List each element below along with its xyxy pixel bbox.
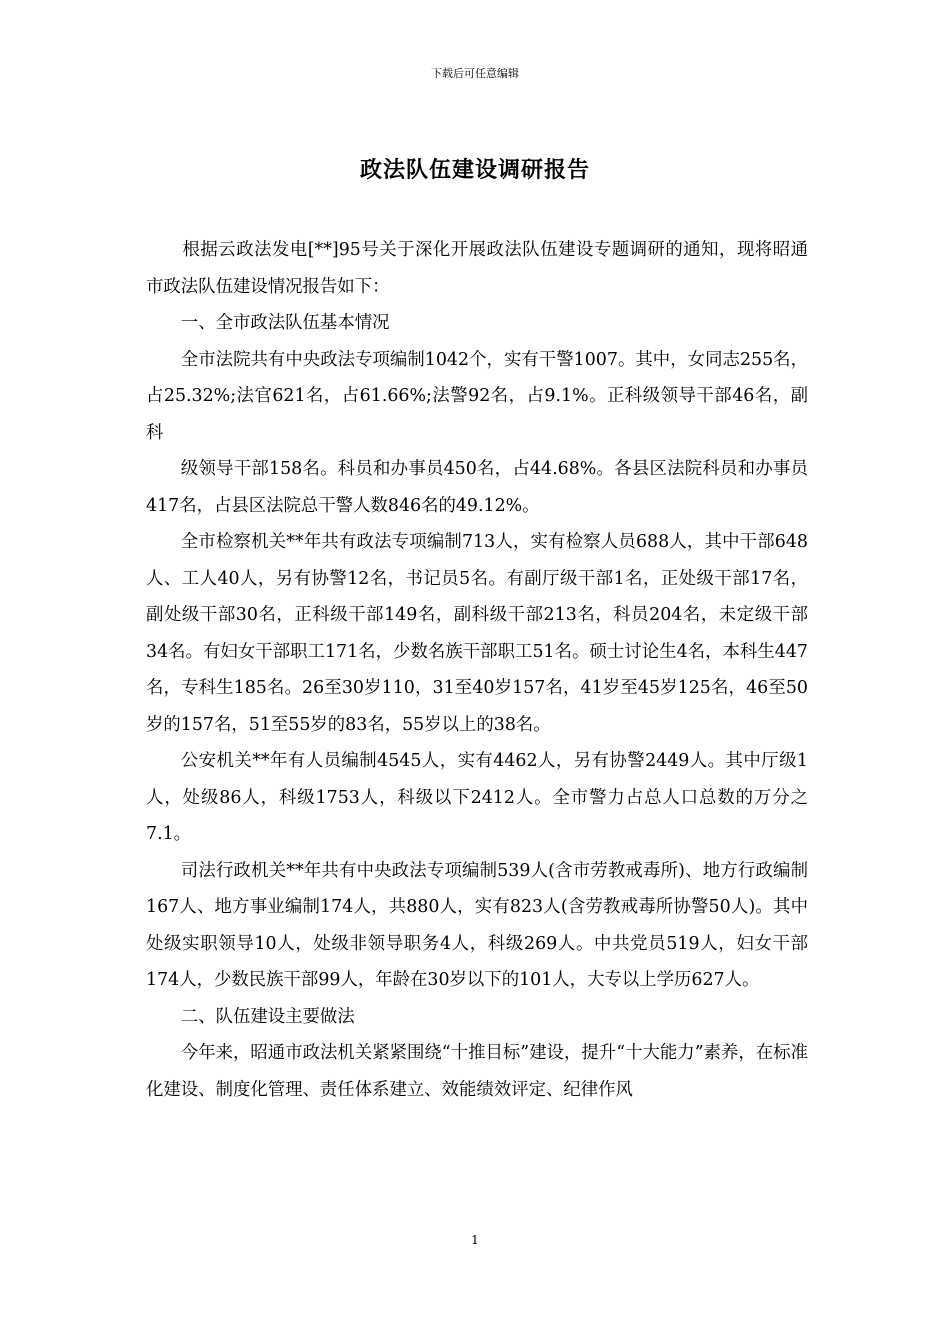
paragraph-procuratorate: 全市检察机关**年共有政法专项编制713人，实有检察人员688人，其中干部648人、工人40人，另有协警12名，书记员5名。有副厅级干部1名，正处级干部17名，副处级干部30名，正科级干部149名，副科级干部213名，科员204名，未定级干部34名。有妇女干部职工171名，少数名族干部职工51名。硕士讨论生4名，本科生447名，专科生185名。26至30岁110，31至40岁157名，41岁至45岁125名，46至50岁的157名，51至55岁的83名，55岁以上的38名。 bbox=[146, 532, 808, 735]
paragraph-public-security: 公安机关**年有人员编制4545人，实有4462人，另有协警2449人。其中厅级1人，处级86人，科级1753人，科级以下2412人。全市警力占总人口总数的万分之7.1。 bbox=[146, 751, 808, 844]
section-heading-1: 一、全市政法队伍基本情况 bbox=[180, 313, 390, 333]
page-header-note: 下载后可任意编辑 bbox=[431, 67, 519, 80]
paragraph-intro: 根据云政法发电[**]95号关于深化开展政法队伍建设专题调研的通知，现将昭通市政法队伍建设情况报告如下： bbox=[146, 240, 808, 297]
paragraph-courts: 全市法院共有中央政法专项编制1042个，实有干警1007。其中，女同志255名，占25.32%;法官621名，占61.66%;法警92名，占9.1%。正科级领导干部46名，副科 bbox=[146, 349, 808, 443]
document-body bbox=[146, 232, 808, 1108]
document-title: 政法队伍建设调研报告 bbox=[359, 157, 590, 183]
paragraph-judicial-administration: 司法行政机关**年共有中央政法专项编制539人(含市劳教戒毒所)、地方行政编制167人、地方事业编制174人，共880人，实有823人(含劳教戒毒所协警50人)。其中处级实职领导10人，处级非领导职务4人，科级269人。中共党员519人，妇女干部174人，少数民族干部99人，年龄在30岁以下的101人，大专以上学历627人。 bbox=[146, 860, 808, 990]
paragraph-courts-continued: 级领导干部158名。科员和办事员450名，占44.68%。各县区法院科员和办事员417名，占县区法院总干警人数846名的49.12%。 bbox=[146, 459, 808, 516]
page-number: 1 bbox=[471, 1233, 479, 1247]
section-heading-2: 二、队伍建设主要做法 bbox=[180, 1006, 355, 1027]
paragraph-main-practices: 今年来，昭通市政法机关紧紧围绕“十推目标”建设，提升“十大能力”素养，在标准化建设、制度化管理、责任体系建立、效能绩效评定、纪律作风 bbox=[146, 1043, 808, 1100]
